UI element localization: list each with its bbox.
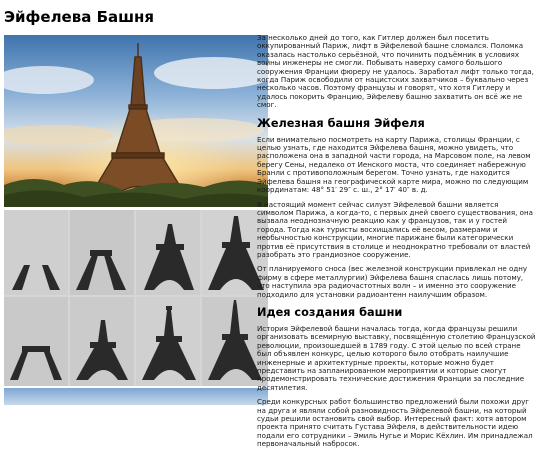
paragraph: От планируемого сноса (вес железной конструкции привлекал не одну фирму в сфере металлургии) Эйфелева башня спаслась лишь потому, что наступила эра радиочастотных волн – и именно это сооружение подходило для установки радиоантенн наилучшим образом. <box>257 264 528 299</box>
eiffel-tower-illustration <box>4 35 268 207</box>
construction-stages-photos <box>4 210 268 386</box>
paragraph: Среди конкурсных работ большинство предложений были похожи друг на друга и являли собой разновидность Эйфелевой башни, на который судьи решили остановить свой выбор. Интересный факт: хотя автором проекта принято считать Густава Эйфеля, в действительности идею подали его сотрудники – Эмиль Нугье и Морис Кёхлин. Им принадлежал первоначальный набросок. <box>257 397 533 449</box>
section-heading: Железная башня Эйфеля <box>257 116 425 130</box>
page-title: Эйфелева Башня <box>4 8 155 26</box>
construction-stages-illustration <box>4 210 268 386</box>
article-body <box>257 34 537 455</box>
eiffel-tower-photo <box>4 35 268 207</box>
intro-paragraph: За несколько дней до того, как Гитлер должен был посетить оккупированный Париж, лифт в Эйфелевой башне сломался. Поломка оказалась настолько серьёзной, что починить подъёмник в условиях войны инженеры не смогли. Побывать наверху самого большого сооружения Франции фюреру не удалось. Заработал лифт только тогда, когда Париж освободили от нацистских захватчиков – буквально через несколько часов. Поэтому французы и говорят, что хотя Гитлеру и удалось покорить Францию, Эйфелеву башню захватить он всё же не смог. <box>257 33 534 110</box>
paragraph: История Эйфелевой башни началась тогда, когда французы решили организовать всемирную выставку, посвящённую столетию Французской революции, произошедшей в 1789 году. С этой целью по всей стране был объявлен конкурс, целью которого было отобрать наилучшие инженерные и архитектурные проекты, которые можно будет представить на запланированном мероприятии и которые смогут продемонстрировать технические достижения Франции за последние десятилетия. <box>257 323 536 392</box>
paragraph: В настоящий момент сейчас силуэт Эйфелевой башни является символом Парижа, а когда-то, с первых дней своего существования, она вызвала неоднозначную реакцию как у французов, так и у гостей города. Тогда как туристы восхищались её весом, размерами и необычностью конструкции, многие парижане были категорически против её присутствия в столице и неоднократно требовали от властей разобрать это грандиозное сооружение. <box>257 199 534 259</box>
eiffel-tower-photo-partial <box>4 388 268 405</box>
paragraph: Если внимательно посмотреть на карту Парижа, столицы Франции, с целью узнать, где находится Эйфелева башня, можно увидеть, что расположена она в западной части города, на Марсовом поле, на левом берегу Сены, недалеко от Иенского моста, что соединяет набережную Бранли с противоположным берегом. Точно узнать, где находится Эйфелева башня на географической карте мира, можно по следующим координатам: 48° 51′ 29″ с. ш., 2° 17′ 40″ в. д. <box>257 134 531 195</box>
section-heading: Идея создания башни <box>257 305 403 319</box>
